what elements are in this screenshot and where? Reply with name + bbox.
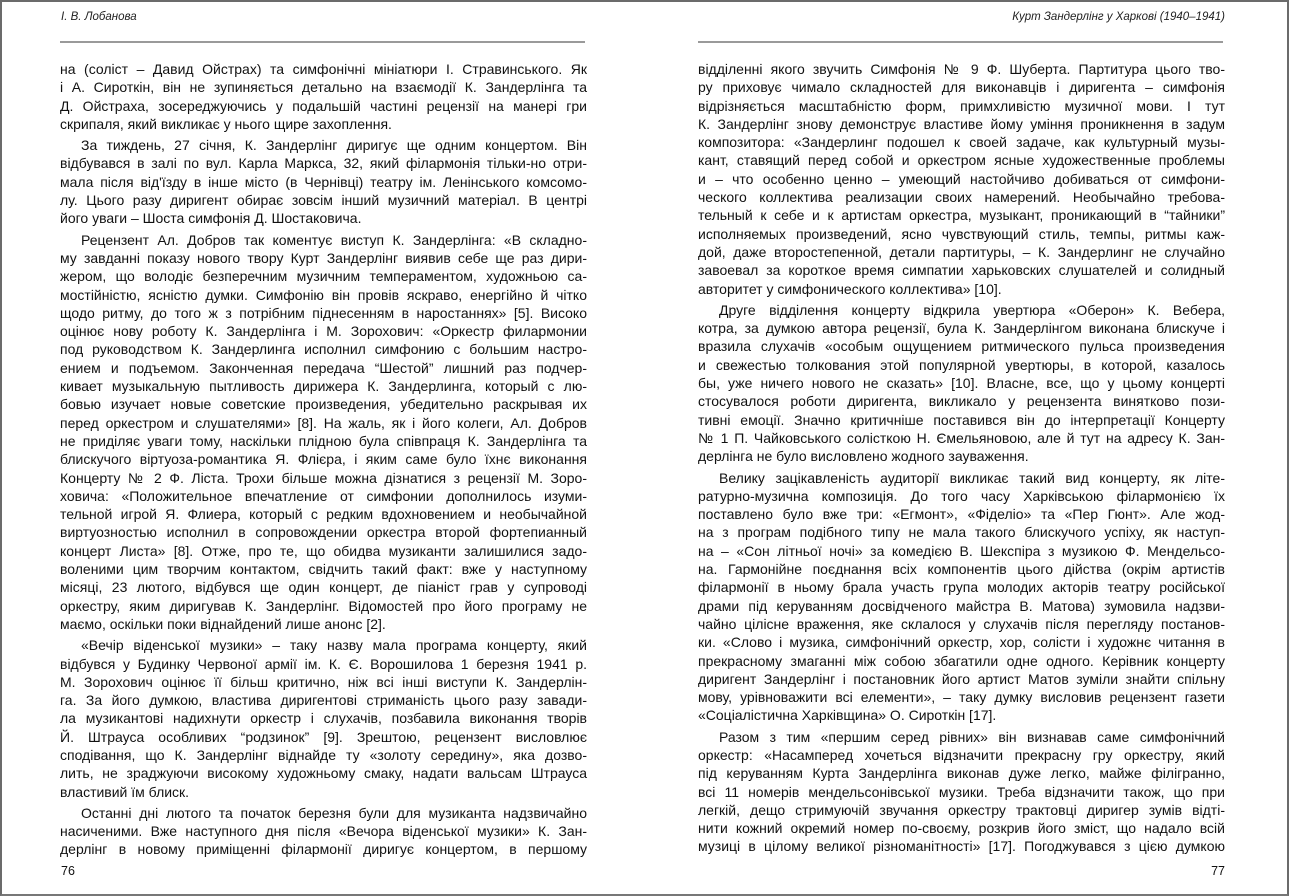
text-line: його уваги – Шоста симфонія Д. Шостаковича. xyxy=(60,210,362,227)
text-line: под руководством К. Зандерлинга исполнил симфонию с большим настро- xyxy=(60,341,587,358)
text-line: дой, даже второстепенной, детали партитуры, – К. Зандерлинг не случайно xyxy=(698,243,1225,260)
text-line: поставлено було вже три: «Егмонт», «Фіделіо» та «Пер Гюнт». Але жод- xyxy=(698,506,1225,523)
text-line: місяці, 23 лютого, відбувся ще один концерт, де піаніст грав у супроводі xyxy=(60,579,587,596)
text-line: исполняемых произведений, ясно чувствующий стиль, темпы, ритмы каж- xyxy=(698,225,1225,242)
text-line: філармонії в ньому брала участь група молодих акторів театру російської xyxy=(698,579,1225,596)
text-line: бы, уже ничего нового не сказать» [10]. Власне, все, що у цьому концерті xyxy=(698,375,1225,392)
text-line: Разом з тим «першим серед рівних» він визнавав саме симфонічний xyxy=(719,728,1225,745)
text-line: ческого коллектива реализации своих намерений. Необычайно требова- xyxy=(698,189,1225,206)
text-line: Друге відділення концерту відкрила увертюра «Оберон» К. Вебера, xyxy=(719,301,1225,318)
text-line: За тиждень, 27 січня, К. Зандерлінг диригує ще одним концертом. Він xyxy=(81,137,587,154)
text-line: на (соліст – Давид Ойстрах) та симфонічні мініатюри І. Стравинського. Як xyxy=(60,61,587,77)
running-head-author: І. В. Лобанова xyxy=(61,11,137,23)
text-line: нити кожний окремий номер по-своєму, розкрив його зміст, що надало всій xyxy=(698,820,1225,837)
text-line: Концерту № 2 Ф. Ліста. Трохи більше можна дізнатися з рецензії М. Зоро- xyxy=(60,469,587,486)
body-text xyxy=(698,60,1225,856)
text-line: прекрасному змаганні між собою збагатили одне одного. Керівник концерту xyxy=(698,652,1225,669)
text-line: «Вечір віденської музики» – таку назву мала програма концерту, який xyxy=(81,637,587,654)
text-line: дерлінг в новому приміщенні філармонії диригує концертом, в першому xyxy=(60,841,587,858)
text-line: му завданні показу нового твору Курт Зандерлінг виявив себе ще раз дири- xyxy=(60,249,587,266)
text-line: властивий їм блиск. xyxy=(60,783,190,800)
left-page xyxy=(0,0,644,896)
paragraph xyxy=(698,301,1225,466)
paragraph xyxy=(60,804,587,859)
text-line: жером, що володіє безперечним музичним темпераментом, художньою са- xyxy=(60,268,587,285)
paragraph xyxy=(698,728,1225,856)
page-number: 76 xyxy=(61,864,75,878)
text-line: легкій, дещо стримуючій звучання оркестру трактовці диригер зумів відті- xyxy=(698,801,1225,818)
text-line: М. Зорохович оцінює її більш критично, ніж всі інші виступи К. Зандерлін- xyxy=(60,673,587,690)
text-line: завоевал за короткое время симпатии харьковских слушателей и солидный xyxy=(698,262,1225,279)
text-line: бовью изучает новые советские произведения, убедительно раскрывая их xyxy=(60,396,587,413)
text-line: стосувалося роботи диригента, викликало у рецензента винятково пози- xyxy=(698,393,1225,410)
text-line: не приділяє уваги тому, наскільки плідною була співпраця К. Зандерлінга та xyxy=(60,432,587,449)
text-line: оркестру, яким диригував К. Зандерлінг. Відомостей про його програму не xyxy=(60,597,587,614)
text-line: щодо ритму, до того ж з потрібним піднесенням в наростаннях» [5]. Високо xyxy=(60,304,587,321)
paragraph xyxy=(60,636,587,801)
text-line: ру приховує чимало складностей для виконавців і диригента – симфонія xyxy=(698,79,1225,96)
text-line: ла музикантові надихнути оркестр і слухачів, позбавила виконання творів xyxy=(60,710,587,727)
paragraph xyxy=(60,136,587,227)
text-line: мову, урівноважити всі елементи», – таку думку висловив рецензент газети xyxy=(698,689,1225,706)
text-line: тивні емоції. Значно критичніше поставився він до інтерпретації Концерту xyxy=(698,411,1225,428)
text-line: сподівання, що К. Зандерлінг віднайде ту «золоту середину», яка дозво- xyxy=(60,746,587,763)
text-line: К. Зандерлінг знову демонструє властиве йому уміння проникнення в задум xyxy=(698,115,1225,132)
text-line: Й. Штрауса особливих “родзинок” [9]. Зрештою, рецензент висловлює xyxy=(60,728,587,745)
text-line: на з програм подібного типу не мала такого блискучого успіху, як наступ- xyxy=(698,524,1225,541)
text-line: и свежестью толкования этой популярной увертюры, в которой, казалось xyxy=(698,356,1225,373)
text-line: лить, не зраджуючи високому художньому смаку, надати вальсам Штрауса xyxy=(60,765,587,782)
text-line: відбувався в залі по вул. Карла Маркса, 32, який філармонія тільки-но отри- xyxy=(60,155,587,172)
text-line: під керуванням Курта Зандерлінга виконав дуже легко, майже філігранно, xyxy=(698,765,1225,782)
text-line: га. За його думкою, властива диригентові стриманість цього разу завади- xyxy=(60,692,587,709)
paragraph xyxy=(60,231,587,634)
text-line: мала після від'їзду в інше місто (в Чернівці) театру ім. Ленінського комсомо- xyxy=(60,173,587,190)
text-line: ки. «Слово і музика, симфонічний оркестр, хор, солісти і художнє читання в xyxy=(698,634,1225,651)
text-line: відбувся у Будинку Червоної армії ім. К. Є. Ворошилова 1 березня 1941 р. xyxy=(60,655,587,672)
text-line: «Соціалістична Харківщина» О. Сироткін [17]. xyxy=(698,707,997,724)
text-line: № 1 П. Чайковського солісткою Н. Ємельяновою, але й тут на адресу К. Зан- xyxy=(698,429,1225,446)
text-line: виртуозностью исполнил в сопровождении оркестра второй фортепианный xyxy=(60,524,587,541)
text-line: драми під керуванням досвідченого майстра В. Матова) зумовила надзви- xyxy=(698,597,1225,614)
text-line: лу. Цього разу диригент обирає зовсім інший музичний матеріал. В центрі xyxy=(60,192,587,209)
text-line: Д. Ойстраха, зосереджуючись у подальшій частині рецензії на манері гри xyxy=(60,97,587,114)
text-line: тельный к себе и к артистам оркестра, музыкант, проникающий в “тайники” xyxy=(698,207,1225,224)
text-line: перед оркестром и слушателями» [8]. На жаль, як і його колеги, Ал. Добров xyxy=(60,414,587,431)
text-line: і А. Сироткін, він не зупиняється детально на взаємодії К. Зандерлінга та xyxy=(60,79,587,96)
text-line: котра, за думкою автора рецензії, була К. Зандерлінгом виконана блискуче і xyxy=(698,320,1225,337)
text-line: воленими цим творчим контактом, свідчить такий факт: вже у наступному xyxy=(60,561,587,578)
text-line: тельной игрой Я. Флиера, который с редким вдохновением и необычайной xyxy=(60,506,587,523)
right-page xyxy=(645,0,1289,896)
text-line: скрипаля, який викликає у нього щире захоплення. xyxy=(60,115,392,132)
running-head-title: Курт Зандерлінг у Харкові (1940–1941) xyxy=(1012,11,1225,23)
text-line: Рецензент Ал. Добров так коментує виступ К. Зандерлінга: «В складно- xyxy=(81,231,587,248)
text-line: насиченими. Вже наступного дня після «Вечора віденської музики» К. Зан- xyxy=(60,823,587,840)
text-line: концерт Листа» [8]. Отже, про те, що обидва музиканти залишилися задо- xyxy=(60,542,587,559)
text-line: ением и подъемом. Законченная передача “Шестой” лишний раз подчер- xyxy=(60,359,587,376)
text-line: кант, ставящий перед собой и оркестром ясные художественные проблемы xyxy=(698,152,1225,169)
text-line: мостійністю, ясністю думки. Симфонію він провів яскраво, енергійно й чітко xyxy=(60,286,587,303)
text-line: блискучого віртуоза-романтика Я. Флієра, і яким саме було їхнє виконання xyxy=(60,451,587,468)
text-line: диригент Зандерлінг і постановник його артист Матов зуміли знайти спільну xyxy=(698,670,1225,687)
paragraph xyxy=(698,60,1225,298)
text-line: відрізняється масштабністю форм, примхливістю музичної мови. І тут xyxy=(698,97,1225,114)
text-line: Останні дні лютого та початок березня були для музиканта надзвичайно xyxy=(81,804,587,821)
text-line: и – что особенно ценно – умеющий настойчиво добиваться от симфони- xyxy=(698,170,1225,187)
text-line: оцінює нову роботу К. Зандерлінга і М. Зорохович: «Оркестр филармонии xyxy=(60,323,587,340)
text-line: музиці в цілому великої різноманітності» [17]. Погоджувався з цією думкою xyxy=(698,838,1225,855)
text-line: дерлінга не було висловлено жодного зауваження. xyxy=(698,448,1029,465)
page-number: 77 xyxy=(1211,864,1225,878)
text-line: авторитет у симфонического коллектива» [10]. xyxy=(698,280,1002,297)
text-line: всі 11 номерів мендельсонівської музики. Треба відзначити також, що при xyxy=(698,783,1225,800)
text-line: чайно цілісне враження, яке склалося у слухачів після перегляду постанов- xyxy=(698,615,1225,632)
body-text xyxy=(60,60,587,859)
text-line: на – «Сон літньої ночі» за комедією В. Шекспіра з музикою Ф. Мендельсо- xyxy=(698,542,1225,559)
text-line: маємо, оскільки поки віднайдений лише анонс [2]. xyxy=(60,615,386,632)
text-line: Велику зацікавленість аудиторії викликає такий вид концерту, як літе- xyxy=(719,469,1225,486)
text-line: на. Гармонійне поєднання всіх компонентів цього дійства (окрім артистів xyxy=(698,561,1225,578)
text-line: ратурно-музична композиція. До того часу Харківською філармонією їх xyxy=(698,487,1225,504)
paragraph xyxy=(60,60,587,133)
header-rule xyxy=(698,41,1223,43)
text-line: кивает музыкальную пытливость дирижера К. Зандерлинга, который с лю- xyxy=(60,378,587,395)
paragraph xyxy=(698,469,1225,725)
text-line: вразила слухачів «особым ощущением ритмического пульса произведения xyxy=(698,338,1225,355)
header-rule xyxy=(60,41,585,43)
text-line: відділенні якого звучить Симфонія № 9 Ф. Шуберта. Партитура цього тво- xyxy=(698,61,1225,77)
text-line: ховича: «Положительное впечатление от симфонии дополнилось изуми- xyxy=(60,487,587,504)
text-line: композитора: «Зандерлинг подошел к своей задаче, как культурный музы- xyxy=(698,134,1225,151)
text-line: оркестр: «Насамперед хочеться відзначити прекрасну гру оркестру, який xyxy=(698,746,1225,763)
